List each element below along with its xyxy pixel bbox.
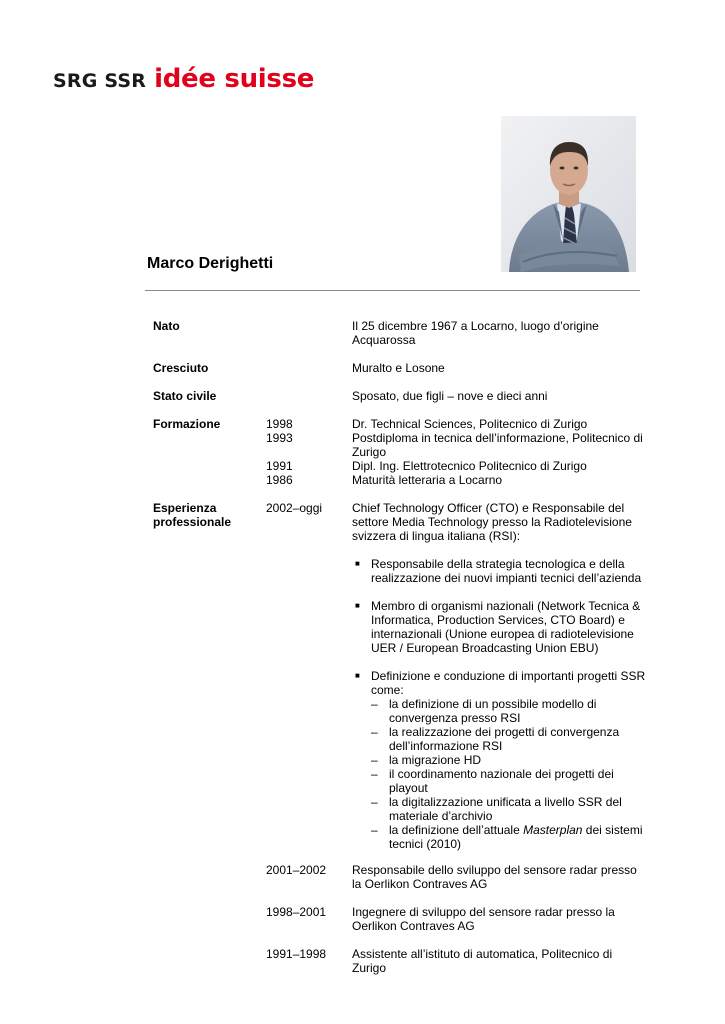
esperienza-text: Ingegnere di sviluppo del sensore radar presso la — [352, 905, 615, 919]
formazione-text: Zurigo — [352, 445, 387, 459]
formazione-year: 1991 — [266, 459, 293, 473]
esperienza-year: 2002–oggi — [266, 501, 323, 515]
portrait-photo — [501, 116, 636, 272]
dash-item-text: dell’informazione RSI — [389, 739, 503, 753]
dash-bullet-icon: – — [371, 697, 378, 711]
logo-idee-suisse-text: idée suisse — [154, 64, 315, 94]
dash-item-text: il coordinamento nazionale dei progetti dei — [389, 767, 614, 781]
bullet-text: realizzazione dei nuovi impianti tecnici dell’azienda — [371, 571, 642, 585]
label-professionale: professionale — [153, 515, 232, 529]
bullet-text: internazionali (Unione europea di radiotelevisione — [371, 627, 634, 641]
dash-item-text: playout — [389, 781, 428, 795]
dash-bullet-icon: – — [371, 823, 378, 837]
formazione-text: Maturità letteraria a Locarno — [352, 473, 503, 487]
esperienza-text: settore Media Technology presso la Radiotelevisione — [352, 515, 632, 529]
formazione-text: Dipl. Ing. Elettrotecnico Politecnico di Zurigo — [352, 459, 587, 473]
label-esperienza: Esperienza — [153, 501, 217, 515]
square-bullet-icon: ■ — [355, 671, 360, 680]
label-stato-civile: Stato civile — [153, 389, 217, 403]
dash-bullet-icon: – — [371, 795, 378, 809]
esperienza-text: Oerlikon Contraves AG — [352, 919, 475, 933]
esperienza-text: Zurigo — [352, 961, 387, 975]
bullet-text: UER / European Broadcasting Union EBU) — [371, 641, 599, 655]
nato-line-1: Il 25 dicembre 1967 a Locarno, luogo d’origine — [352, 319, 599, 333]
esperienza-text: svizzera di lingua italiana (RSI): — [352, 529, 521, 543]
formazione-year: 1993 — [266, 431, 293, 445]
bullet-text: Membro di organismi nazionali (Network Tecnica & — [371, 599, 641, 613]
formazione-year: 1986 — [266, 473, 293, 487]
bullet-text: Definizione e conduzione di importanti progetti SSR — [371, 669, 646, 683]
dash-item-text — [389, 823, 643, 837]
logo-srg-text: SRG SSR — [53, 70, 147, 92]
dash-bullet-icon: – — [371, 767, 378, 781]
esperienza-year: 1998–2001 — [266, 905, 327, 919]
esperienza-text: la Oerlikon Contraves AG — [352, 877, 488, 891]
formazione-year: 1998 — [266, 417, 293, 431]
esperienza-year: 2001–2002 — [266, 863, 327, 877]
square-bullet-icon: ■ — [355, 559, 360, 568]
person-name: Marco Derighetti — [147, 255, 274, 272]
srg-ssr-logo — [53, 64, 314, 94]
dash-item-text: la realizzazione dei progetti di convergenza — [389, 725, 620, 739]
esperienza-text: Chief Technology Officer (CTO) e Responsabile del — [352, 501, 625, 515]
dash-bullet-icon: – — [371, 725, 378, 739]
stato-civile-value: Sposato, due figli – nove e dieci anni — [352, 389, 548, 403]
masterplan-emphasis: Masterplan — [523, 823, 583, 837]
dash-item-text: la digitalizzazione unificata a livello SSR del — [389, 795, 622, 809]
square-bullet-icon: ■ — [355, 601, 360, 610]
dash-item-text: la migrazione HD — [389, 753, 482, 767]
cresciuto-value: Muralto e Losone — [352, 361, 445, 375]
esperienza-text: Responsabile dello sviluppo del sensore radar presso — [352, 863, 637, 877]
divider-line — [145, 290, 640, 291]
formazione-text: Dr. Technical Sciences, Politecnico di Zurigo — [352, 417, 588, 431]
label-formazione: Formazione — [153, 417, 221, 431]
formazione-text: Postdiploma in tecnica dell’informazione, Politecnico di — [352, 431, 643, 445]
esperienza-text: Assistente all’istituto di automatica, Politecnico di — [352, 947, 613, 961]
label-nato: Nato — [153, 319, 180, 333]
dash-item-text: tecnici (2010) — [389, 837, 462, 851]
label-cresciuto: Cresciuto — [153, 361, 209, 375]
dash-item-text: materiale d’archivio — [389, 809, 493, 823]
dash-item-text: convergenza presso RSI — [389, 711, 521, 725]
dash-item-text: la definizione di un possibile modello di — [389, 697, 597, 711]
nato-line-2: Acquarossa — [352, 333, 416, 347]
bullet-text: Responsabile della strategia tecnologica e della — [371, 557, 625, 571]
dash-item-text-part: la definizione dell’attuale — [389, 823, 524, 837]
dash-bullet-icon: – — [371, 753, 378, 767]
dash-item-text-part: dei sistemi — [582, 823, 643, 837]
bullet-text: come: — [371, 683, 404, 697]
bullet-text: Informatica, Production Services, CTO Board) e — [371, 613, 625, 627]
esperienza-year: 1991–1998 — [266, 947, 327, 961]
